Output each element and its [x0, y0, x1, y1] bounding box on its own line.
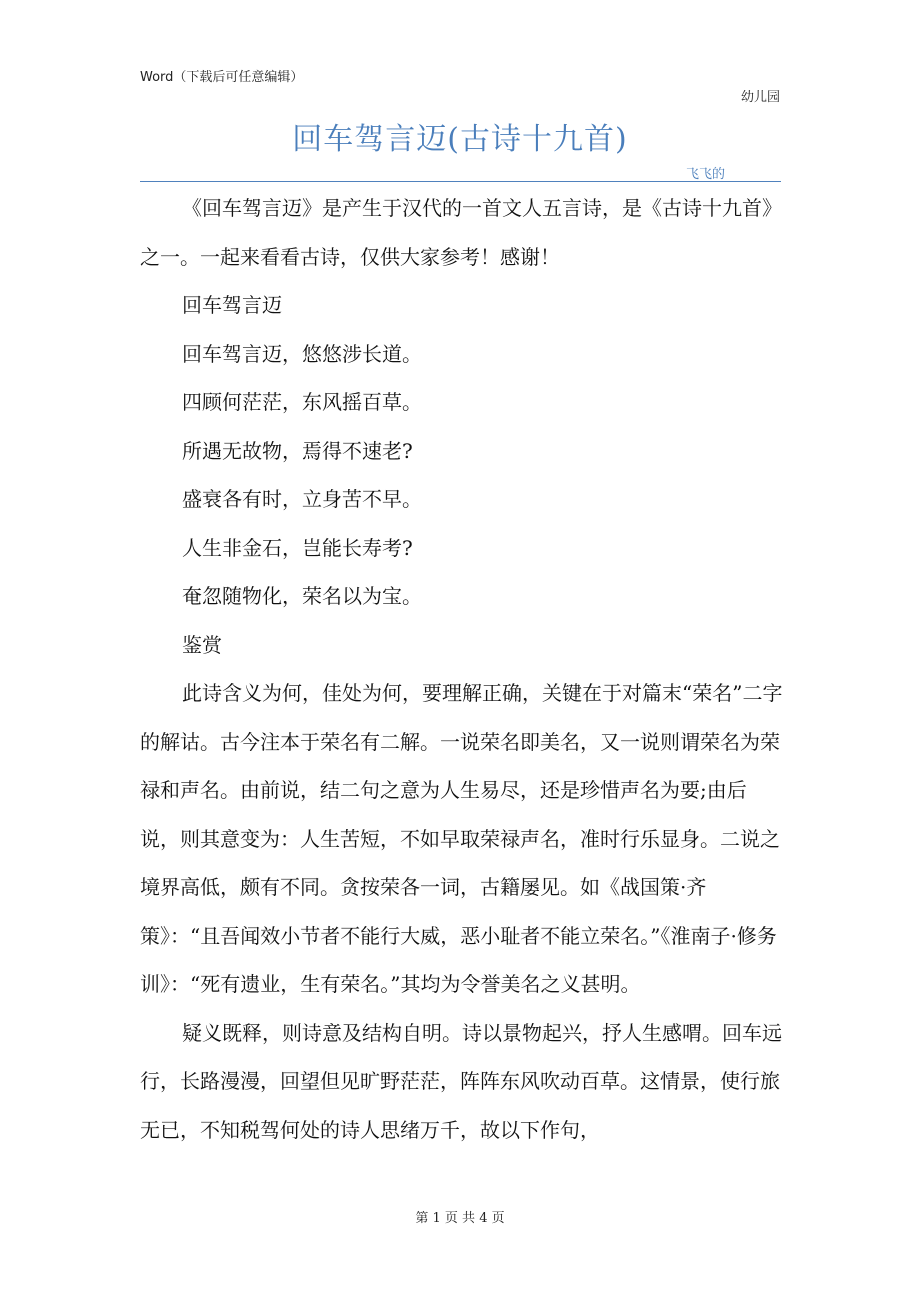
poem-line: 四顾何茫茫，东风摇百草。 [182, 390, 422, 414]
paragraph-intro: 《回车驾言迈》是产生于汉代的一首文人五言诗，是《古诗十九首》之一。一起来看看古诗，仅供大家参考！感谢！ [140, 196, 782, 269]
header-rule [140, 181, 781, 182]
header-left-note: Word（下载后可任意编辑） [140, 70, 304, 85]
header-right-label: 幼儿园 [740, 90, 780, 105]
poem-line: 回车驾言迈，悠悠涉长道。 [182, 341, 422, 366]
poem-line: 所遇无故物，焉得不速老? [182, 438, 413, 463]
section-heading-appreciation: 鉴赏 [182, 632, 222, 657]
paragraph-analysis: 疑义既释，则诗意及结构自明。诗以景物起兴，抒人生感喟。回车远行，长路漫漫，回望但见旷野茫茫，阵阵东风吹动百草。这情景，使行旅无已，不知税驾何处的诗人思绪万千，故以下作句， [140, 1020, 782, 1142]
poem-heading: 回车驾言迈 [182, 293, 282, 317]
page-number: 第 1 页 共 4 页 [415, 1211, 505, 1226]
poem-line: 人生非金石，岂能长寿考? [182, 535, 413, 560]
document-body [140, 184, 785, 1154]
document-title: 回车驾言迈(古诗十九首) [292, 122, 628, 157]
poem-line: 盛衰各有时，立身苦不早。 [182, 487, 422, 511]
paragraph-analysis: 此诗含义为何，佳处为何，要理解正确，关键在于对篇末“荣名”二字的解诂。古今注本于荣名有二解。一说荣名即美名，又一说则谓荣名为荣禄和声名。由前说，结二句之意为人生易尽，还是珍惜声名为要;由后说，则其意变为：人生苦短，不如早取荣禄声名，准时行乐显身。二说之境界高低，颇有不同。贪按荣各一词，古籍屡见。如《战国策·齐策》：“且吾闻效小节者不能行大威，恶小耻者不能立荣名。”《淮南子·修务训》：“死有遗业，生有荣名。”其均为令誉美名之义甚明。 [140, 681, 783, 996]
author-name: 飞飞的 [686, 167, 726, 182]
poem-line: 奄忽随物化，荣名以为宝。 [182, 584, 422, 608]
